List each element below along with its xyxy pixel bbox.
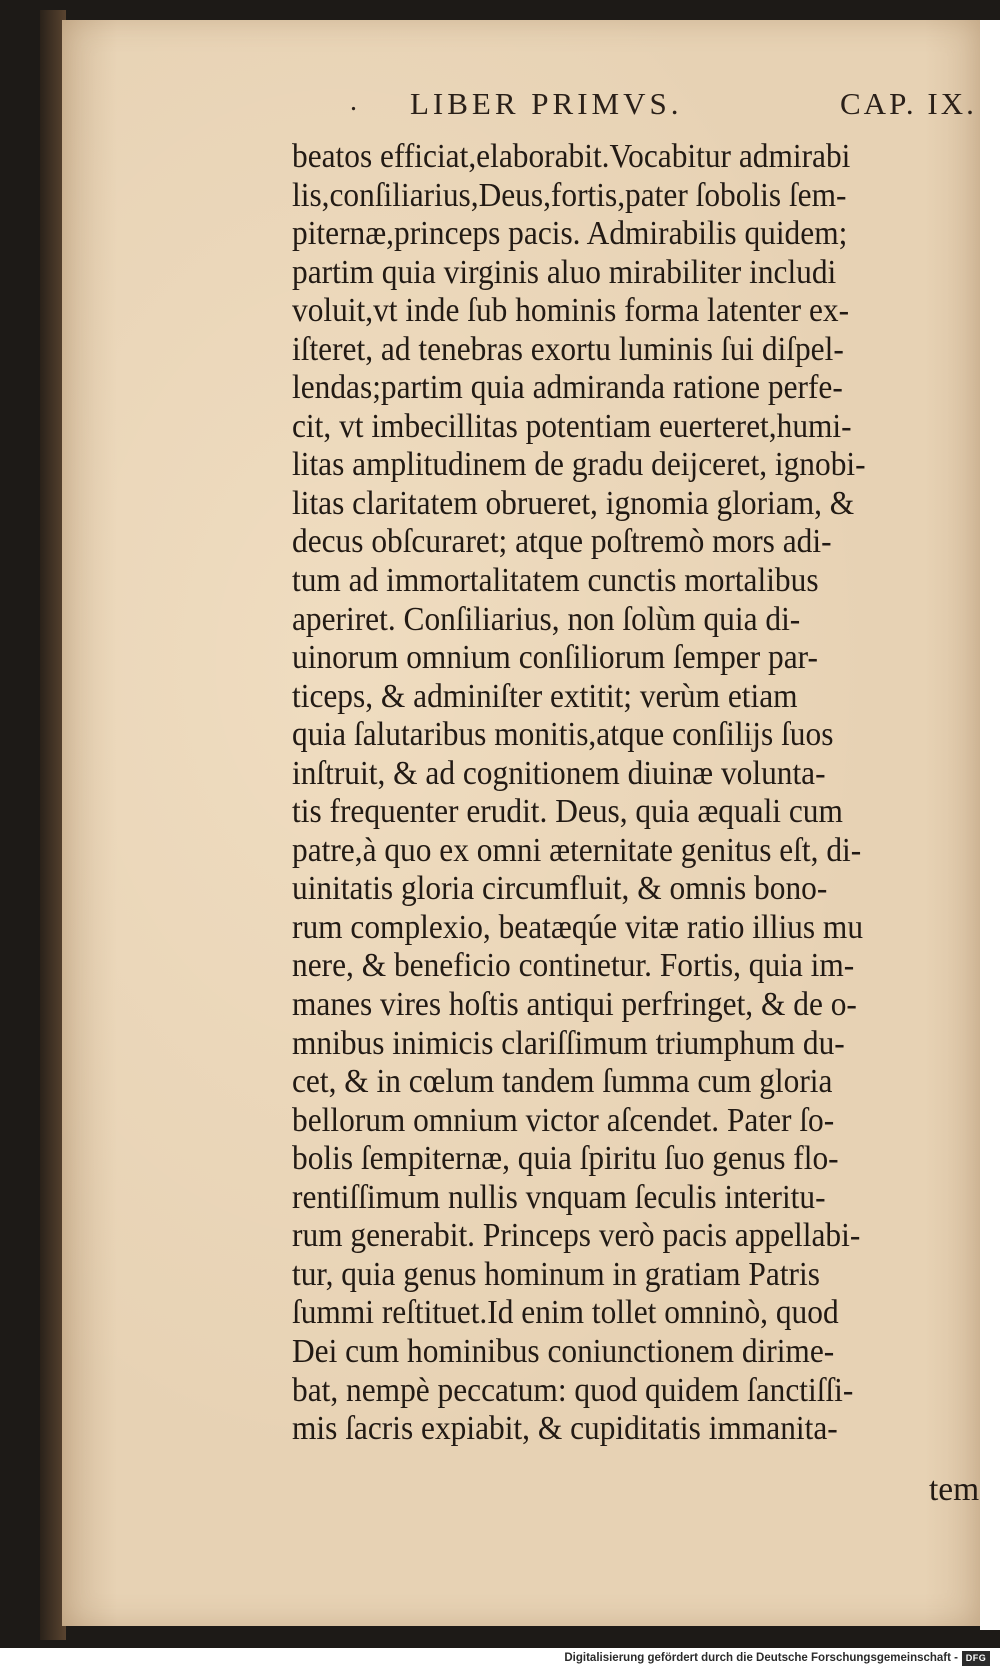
text-line: litas amplitudinem de gradu deijceret, ignobi- (292, 446, 866, 484)
running-head-title: LIBER PRIMVS. (410, 86, 683, 121)
text-line: bat, nempè peccatum: quod quidem ſanctiſſi- (292, 1371, 854, 1409)
text-line: piternæ,princeps pacis. Admirabilis quidem; (292, 215, 848, 253)
chapter-number: CAP. IX. (840, 86, 977, 121)
text-line: Dei cum hominibus coniunctionem dirime- (292, 1332, 835, 1370)
text-line: uinorum omnium conſiliorum ſemper par- (292, 639, 818, 677)
text-line: cet, & in cœlum tandem ſumma cum gloria (292, 1063, 833, 1101)
text-line: rum complexio, beatæqúe vitæ ratio illius mu (292, 908, 864, 946)
text-line: ſummi reſtituet.Id enim tollet omninò, quod (292, 1294, 839, 1332)
text-line: lis,conſiliarius,Deus,fortis,pater ſobolis ſem- (292, 176, 847, 214)
text-line: quia ſalutaribus monitis,atque conſilijs ſuos (292, 716, 834, 754)
text-line: tis frequenter erudit. Deus, quia æquali cum (292, 793, 843, 831)
text-line: litas claritatem obrueret, ignomia gloriam, & (292, 484, 855, 522)
dfg-logo-icon: DFG (962, 1651, 990, 1666)
text-line: mnibus inimicis clariſſimum triumphum du- (292, 1024, 845, 1062)
text-line: patre,à quo ex omni æternitate genitus eſt, di- (292, 831, 862, 869)
text-line: decus obſcuraret; atque poſtremò mors adi- (292, 523, 832, 561)
catchword: tem (929, 1471, 980, 1508)
text-line: iſteret, ad tenebras exortu luminis ſui diſpel- (292, 330, 844, 368)
text-line: uinitatis gloria circumfluit, & omnis bono- (292, 870, 828, 908)
text-line: partim quia virginis aluo mirabiliter includi (292, 253, 837, 291)
text-line: tur, quia genus hominum in gratiam Patris (292, 1255, 820, 1293)
funding-notice: Digitalisierung gefördert durch die Deutsche Forschungsgemeinschaft - (564, 1652, 958, 1664)
running-head-mark: . (350, 86, 357, 117)
text-line: cit, vt imbecillitas potentiam euerteret,humi- (292, 407, 852, 445)
text-line: tum ad immortalitatem cunctis mortalibus (292, 562, 819, 600)
text-line: voluit,vt inde ſub hominis forma latenter ex- (292, 292, 850, 330)
text-line: inſtruit, & ad cognitionem diuinæ volunta- (292, 754, 826, 792)
text-line: nere, & beneficio continetur. Fortis, quia im- (292, 947, 855, 985)
text-line: mis ſacris expiabit, & cupiditatis immanita- (292, 1410, 838, 1448)
text-line: rentiſſimum nullis vnquam ſeculis interitu- (292, 1178, 826, 1216)
body-text (292, 138, 996, 1449)
text-line: manes vires hoſtis antiqui perfringet, & de o- (292, 986, 857, 1024)
text-line: beatos efficiat,elaborabit.Vocabitur admirabi (292, 138, 851, 175)
text-line: aperiret. Conſiliarius, non ſolùm quia di- (292, 600, 801, 638)
text-line: bolis ſempiternæ, quia ſpiritu ſuo genus flo- (292, 1140, 839, 1178)
text-line: lendas;partim quia admiranda ratione perfe- (292, 369, 843, 407)
running-head (330, 86, 990, 126)
digitization-footer (0, 1648, 1000, 1676)
text-line: bellorum omnium victor aſcendet. Pater ſo- (292, 1101, 835, 1139)
text-line: ticeps, & adminiſter extitit; verùm etiam (292, 677, 798, 715)
text-line: rum generabit. Princeps verò pacis appellabi- (292, 1217, 861, 1255)
